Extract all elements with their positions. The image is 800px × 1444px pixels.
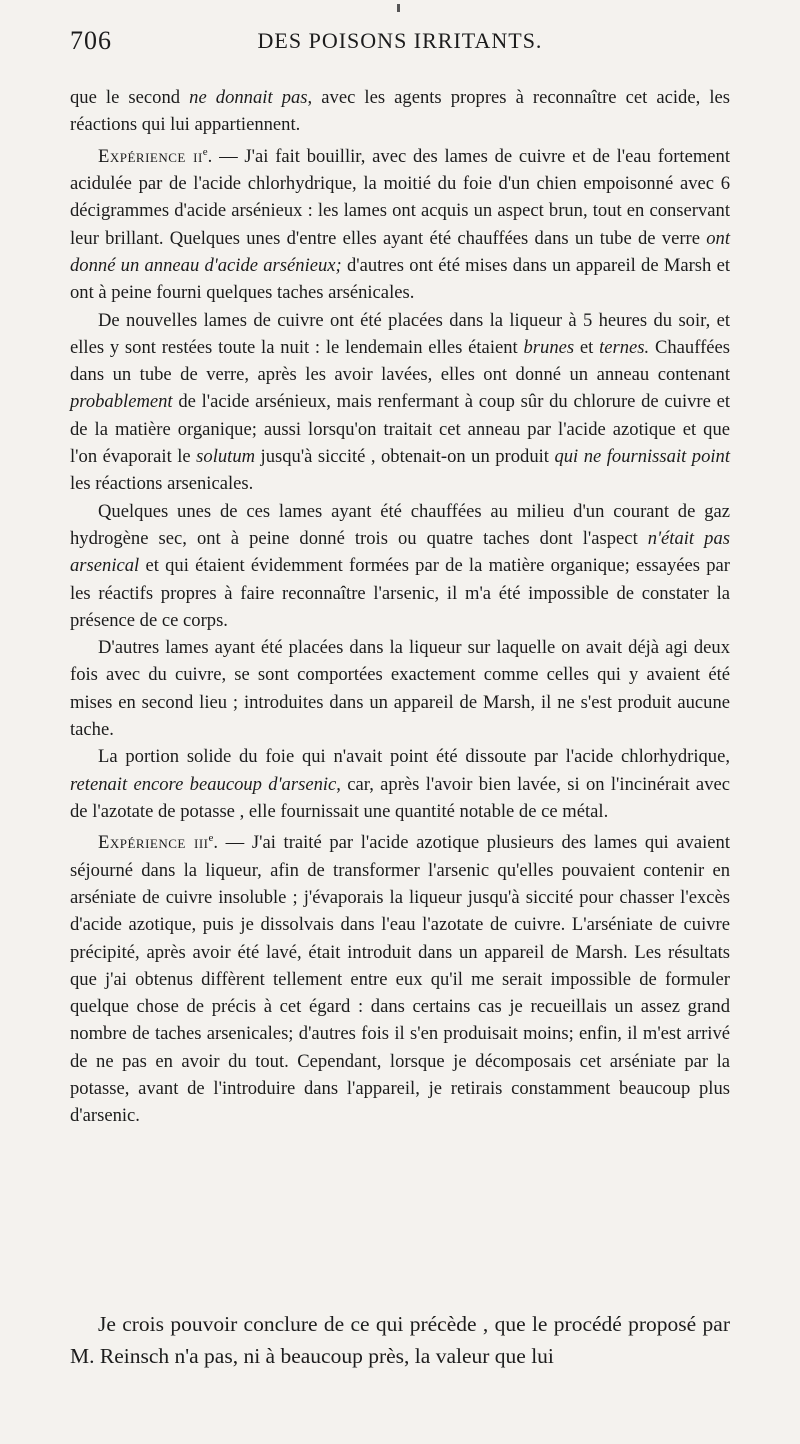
text-run: e [202,145,208,158]
text-run: , avec les agents propres à reconnaître cet acide, les réactions qui lui appartiennent. [70,87,730,136]
paragraph-p1 [70,84,730,139]
text-run: jusqu'à siccité , obtenait-on un produit [255,446,555,468]
text-run: Quelques unes de ces lames ayant été chauffées au milieu d'un courant de gaz hydrogène sec, ont à peine donné trois ou quatre taches dont l'aspect [70,500,730,549]
paragraph-p3 [70,307,730,498]
text-run: retenait encore beaucoup d'arsenic [70,773,337,795]
text-run: qui ne fournissait point [554,446,730,468]
text-run: ternes. [599,336,650,358]
text-run: les réactions arsenicales. [70,473,254,495]
text-run: e [208,832,214,845]
text-run: De nouvelles lames de cuivre ont été placées dans la liqueur à 5 heures du soir, et elles y sont restées toute la nuit : le lendemain elles étaient [70,309,730,358]
text-run: et qui étaient évidemment formées par de la matière organique; essayées par les réactifs propres à faire reconnaître l'arsenic, il m'a été impossible de constater la présence de ce corps. [70,555,730,631]
text-run: La portion solide du foie qui n'avait point été dissoute par l'acide chlorhydrique, [98,746,730,768]
text-run: Chauffées dans un tube de verre, après les avoir lavées, elles ont donné un anneau contenant [70,336,731,386]
text-run: et [574,336,600,358]
paragraph-p6 [70,743,730,825]
paragraph-p4 [70,498,730,634]
text-run: ont donné un anneau d'acide arsénieux; [70,227,730,276]
print-mark [397,4,400,12]
closing-text: Je crois pouvoir conclure de ce qui précède , que le procédé proposé par M. Reinsch n'a pas, ni à beaucoup près, la valeur que lui [70,1312,730,1368]
text-run: d'autres ont été mises dans un appareil de Marsh et ont à peine fourni quelques taches arsénicales. [70,254,730,304]
text-run: Expérience ii [98,145,203,167]
text-run: Expérience iii [98,832,209,854]
text-run: , car, après l'avoir bien lavée, si on l'incinérait avec de l'azotate de potasse , elle fournissait une quantité notable de ce métal. [70,773,730,822]
text-run: . — J'ai fait bouillir, avec des lames de cuivre et de l'eau fortement acidulée par de l'acide chlorhydrique, la moitié du foie d'un chien empoisonné avec 6 décigrammes d'acide arsénieux : les lames ont acquis un aspect brun, tout en conservant leur brillant. Quelques unes d'entre elles ayant été chauffées dans un tube de verre [70,145,730,249]
paragraph-p7 [70,825,730,1129]
page-number: 706 [70,26,112,55]
text-run: D'autres lames ayant été placées dans la liqueur sur laquelle on avait déjà agi deux fois avec du cuivre, se sont comportées exactement comme celles qui y avaient été mises en second lieu ; introduites dans un appareil de Marsh, il ne s'est produit aucune tache. [70,637,730,741]
closing-paragraph [70,1308,730,1372]
body-text [70,84,730,1130]
text-run: que le second [70,87,190,108]
paragraph-p5 [70,634,730,743]
text-run: probablement [70,391,173,413]
running-title: DES POISONS IRRITANTS. [257,28,543,53]
text-run: de l'acide arsénieux, mais renfermant à coup sûr du chlorure de cuivre et de la matière organique; aussi lorsqu'on traitait cet anneau par l'acide azotique et que l'on évaporait le [70,391,730,468]
text-run: ne donnait pas [189,87,308,108]
text-run: n'était pas arsenical [70,527,730,577]
text-run: . — J'ai traité par l'acide azotique plusieurs des lames qui avaient séjourné dans la liqueur, afin de transformer l'arsenic qu'elles pouvaient contenir en arséniate de cuivre insoluble ; j'évaporais la liqueur jusqu'à siccité pour chasser l'excès d'acide azotique, puis je dissolvais dans l'eau l'azotate de cuivre. L'arséniate de cuivre précipité, après avoir été lavé, était introduit dans un appareil de Marsh. Les résultats que j'ai obtenus diffèrent tellement entre eux qu'il me serait impossible de formuler quelque chose de précis à cet égard : dans certains cas je recueillais un assez grand nombre de taches arsenicales; d'autres fois il s'en produisait moins; enfin, il m'est arrivé de ne pas en avoir du tout. Cependant, lorsque je décomposais cet arséniate par la potasse, avant de l'introduire dans l'appareil, je retirais constamment beaucoup plus d'arsenic. [70,832,730,1127]
paragraph-p2 [70,139,730,307]
text-run: solutum [196,446,256,468]
running-head [70,26,730,62]
text-run: brunes [523,336,575,358]
